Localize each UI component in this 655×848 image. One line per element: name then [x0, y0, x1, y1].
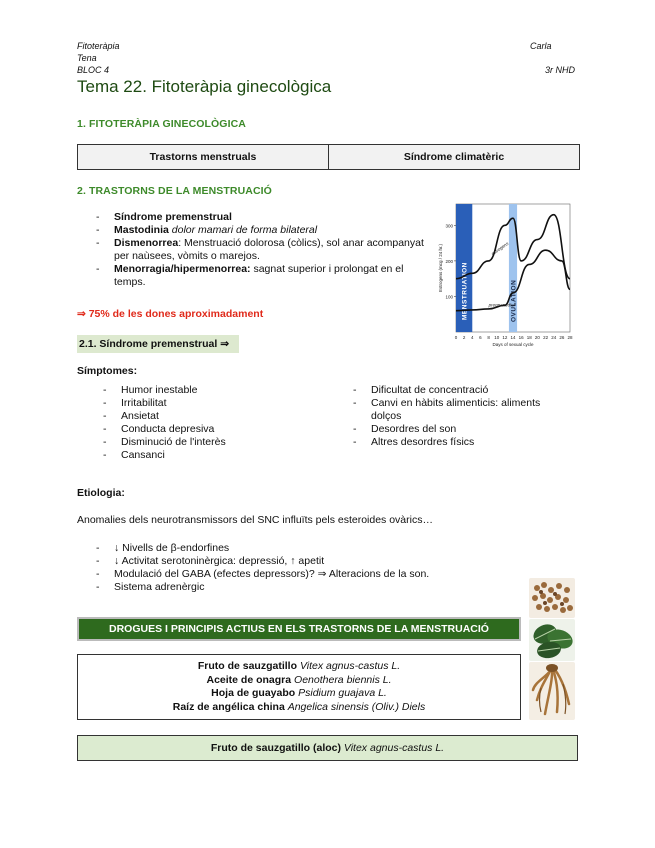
- item-desc: dolor mamari de forma bilateral: [171, 224, 318, 236]
- x-tick-label: 20: [534, 335, 540, 340]
- hormone-chart-svg: [428, 196, 578, 348]
- section1-table: [77, 144, 580, 170]
- list-item: - Conducta depresiva: [103, 423, 333, 436]
- header-teacher: Tena: [77, 53, 97, 63]
- list-item: - Ansietat: [103, 410, 333, 423]
- section2-heading: 2. TRASTORNS DE LA MENSTRUACIÓ: [77, 185, 272, 197]
- vitex-heading-box: [77, 735, 578, 761]
- drug-item: [78, 687, 520, 701]
- list-item: - Sistema adrenèrgic: [96, 581, 516, 594]
- header-left: [77, 40, 120, 76]
- list-item: - Dificultat de concentració: [353, 384, 568, 397]
- drug-name: Raíz de angélica china: [172, 700, 285, 713]
- page-title: Tema 22. Fitoteràpia ginecològica: [77, 77, 332, 96]
- etiology-title: Etiologia:: [77, 487, 125, 499]
- drugs-banner: DROGUES I PRINCIPIS ACTIUS EN ELS TRASTORNS DE LA MENSTRUACIÓ: [77, 617, 521, 641]
- etiology-list: [96, 542, 516, 594]
- item-term: Síndrome premenstrual: [114, 211, 232, 223]
- x-tick-label: 2: [462, 335, 466, 340]
- y-tick-label: 200: [445, 258, 453, 264]
- item-desc: sagnat superior i prolongat en el temps.: [114, 263, 404, 288]
- drug-item: [78, 701, 520, 715]
- hormone-chart: [428, 196, 578, 348]
- drug-item: [78, 660, 520, 674]
- x-tick-label: 14: [510, 335, 516, 340]
- drugs-list-box: [77, 654, 521, 720]
- symptoms-title: Símptomes:: [77, 365, 138, 377]
- list-item: - Modulació del GABA (efectes depressors)? ⇒ Alteracions de la son.: [96, 568, 516, 581]
- item-term: Menorragia/hipermenorrea:: [114, 263, 251, 275]
- x-tick-label: 6: [479, 335, 482, 340]
- header-name: Carla: [530, 41, 552, 51]
- drug-item: [78, 674, 520, 688]
- seeds-image: [529, 578, 575, 618]
- table-cell-climateric: Síndrome climatèric: [403, 151, 505, 163]
- symptoms-right-list: [353, 384, 568, 449]
- series-label-pregnanediol: pregnanediol: [488, 302, 515, 308]
- x-tick-label: 24: [551, 335, 557, 340]
- drug-name: Hoja de guayabo: [211, 687, 296, 699]
- list-item: [96, 211, 426, 224]
- list-item: - Canvi en hàbits alimenticis: aliments dolços: [353, 397, 568, 423]
- subsection-heading: 2.1. Síndrome premenstrual ⇒: [77, 335, 239, 353]
- guava-leaves-image: [529, 619, 575, 661]
- x-tick-label: 4: [471, 335, 474, 340]
- series-label-estrogens: estrogens: [490, 240, 510, 257]
- drug-name: Fruto de sauzgatillo: [197, 660, 298, 672]
- x-tick-label: 22: [543, 335, 549, 340]
- drug-latin: Oenothera biennis L.: [294, 673, 392, 686]
- disorders-list: [96, 211, 426, 289]
- ovulation-label: OVULATION: [510, 279, 518, 322]
- y-axis-label: Estrogens (mcg / 24 hr.): [438, 243, 443, 293]
- item-term: Dismenorrea: [114, 237, 179, 249]
- header-subject: Fitoteràpia: [77, 41, 120, 51]
- list-item: - ↓ Nivells de β-endorfines: [96, 542, 516, 555]
- list-item: [96, 237, 426, 263]
- drug-latin: Angelica sinensis (Oliv.) Diels: [287, 700, 426, 713]
- item-term: Mastodinia: [114, 224, 169, 236]
- x-tick-label: 12: [502, 335, 508, 340]
- prevalence-note: ⇒ 75% de les dones aproximadament: [77, 308, 264, 320]
- list-item: [96, 224, 426, 237]
- vitex-latin: Vitex agnus-castus L.: [343, 742, 445, 754]
- symptoms-left-list: [103, 384, 333, 462]
- list-item: - Disminució de l'interès: [103, 436, 333, 449]
- etiology-text: Anomalies dels neurotransmissors del SNC influïts pels esteroides ovàrics…: [77, 514, 433, 526]
- y-tick-label: 300: [445, 223, 453, 229]
- drug-latin: Psidium guajava L.: [298, 687, 387, 699]
- drug-name: Aceite de onagra: [206, 673, 292, 686]
- list-item: - Cansanci: [103, 449, 333, 462]
- menstruation-label: MENSTRUATION: [461, 262, 469, 320]
- drug-latin: Vitex agnus-castus L.: [299, 660, 401, 672]
- header-course: 3r NHD: [545, 65, 576, 75]
- y-tick-label: 100: [445, 294, 453, 300]
- x-tick-label: 10: [494, 335, 500, 340]
- angelica-root-image: [529, 662, 575, 720]
- x-tick-label: 26: [559, 335, 565, 340]
- list-item: [96, 263, 426, 289]
- x-tick-label: 0: [454, 335, 458, 340]
- item-desc: : Menstruació dolorosa (còlics), sol anar acompanyat per naùsees, vòmits o marejos.: [114, 237, 424, 262]
- x-tick-label: 28: [567, 335, 573, 340]
- list-item: - Altres desordres físics: [353, 436, 568, 449]
- section1-heading: 1. FITOTERÀPIA GINECOLÒGICA: [77, 118, 246, 130]
- table-cell-menstrual: Trastorns menstruals: [78, 145, 329, 169]
- header-block: BLOC 4: [77, 65, 110, 75]
- x-axis-label: Days of sexual cycle: [492, 342, 534, 347]
- vitex-name: Fruto de sauzgatillo (aloc): [210, 742, 341, 754]
- x-tick-label: 18: [526, 335, 532, 340]
- list-item: - Desordres del son: [353, 423, 568, 436]
- list-item: - ↓ Activitat serotoninèrgica: depressió, ↑ apetit: [96, 555, 516, 568]
- x-tick-label: 16: [518, 335, 524, 340]
- list-item: - Irritabilitat: [103, 397, 333, 410]
- list-item: - Humor inestable: [103, 384, 333, 397]
- x-tick-label: 8: [487, 335, 490, 340]
